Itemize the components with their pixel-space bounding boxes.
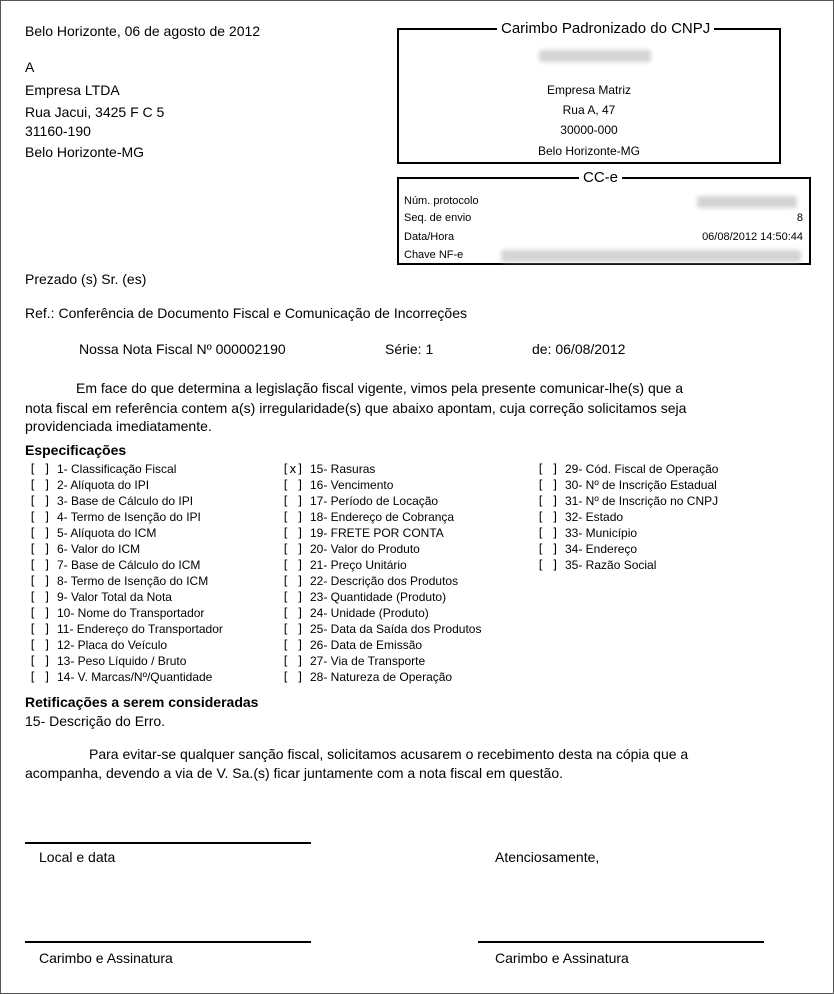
specs-column-3 xyxy=(537,461,718,573)
spec-item-14 xyxy=(29,669,223,685)
carimbo-assinatura-right: Carimbo e Assinatura xyxy=(495,950,629,966)
cnpj-number-redacted xyxy=(539,50,651,62)
spec-label: 31- Nº de Inscrição no CNPJ xyxy=(565,494,719,508)
spec-item-8 xyxy=(29,573,223,589)
spec-label: 29- Cód. Fiscal de Operação xyxy=(565,462,719,476)
spec-item-32 xyxy=(537,509,718,525)
cnpj-city: Belo Horizonte-MG xyxy=(537,144,641,158)
spec-label: 15- Rasuras xyxy=(310,462,376,476)
spec-label: 6- Valor do ICM xyxy=(57,542,141,556)
spec-checkbox: [ ] xyxy=(29,622,51,636)
cce-label-chave: Chave NF-e xyxy=(404,249,464,261)
date-line: Belo Horizonte, 06 de agosto de 2012 xyxy=(25,23,261,39)
signature-line-left xyxy=(25,941,311,943)
spec-label: 18- Endereço de Cobrança xyxy=(310,510,455,524)
spec-checkbox: [ ] xyxy=(537,542,559,556)
spec-checkbox: [ ] xyxy=(282,478,304,492)
spec-checkbox: [ ] xyxy=(282,590,304,604)
spec-label: 8- Termo de Isenção do ICM xyxy=(57,574,209,588)
spec-label: 3- Base de Cálculo do IPI xyxy=(57,494,194,508)
spec-checkbox: [ ] xyxy=(282,526,304,540)
spec-item-26 xyxy=(282,637,481,653)
spec-item-21 xyxy=(282,557,481,573)
carimbo-assinatura-left: Carimbo e Assinatura xyxy=(39,950,173,966)
spec-label: 13- Peso Líquido / Bruto xyxy=(57,654,187,668)
cce-value-datahora: 06/08/2012 14:50:44 xyxy=(702,231,803,243)
closing-line-2: acompanha, devendo a via de V. Sa.(s) ficar juntamente com a nota fiscal em questão. xyxy=(25,765,564,781)
spec-checkbox: [ ] xyxy=(282,654,304,668)
spec-item-34 xyxy=(537,541,718,557)
spec-label: 27- Via de Transporte xyxy=(310,654,426,668)
closing-line-1: Para evitar-se qualquer sanção fiscal, solicitamos acusarem o recebimento desta na cópia que a xyxy=(89,746,689,762)
specs-title: Especificações xyxy=(25,442,127,458)
spec-item-2 xyxy=(29,477,223,493)
spec-label: 28- Natureza de Operação xyxy=(310,670,453,684)
spec-checkbox: [ ] xyxy=(29,494,51,508)
recipient-city: Belo Horizonte-MG xyxy=(25,144,145,160)
spec-checkbox: [ ] xyxy=(29,654,51,668)
recipient-zip: 31160-190 xyxy=(25,123,91,139)
paragraph-line-3: providenciada imediatamente. xyxy=(25,418,212,434)
recipient-street: Rua Jacui, 3425 F C 5 xyxy=(25,104,165,120)
spec-label: 30- Nº de Inscrição Estadual xyxy=(565,478,717,492)
spec-label: 17- Período de Locação xyxy=(310,494,439,508)
spec-item-15 xyxy=(282,461,481,477)
spec-item-30 xyxy=(537,477,718,493)
spec-item-5 xyxy=(29,525,223,541)
spec-checkbox: [ ] xyxy=(282,622,304,636)
spec-checkbox: [ ] xyxy=(29,510,51,524)
spec-checkbox: [ ] xyxy=(29,670,51,684)
spec-item-9 xyxy=(29,589,223,605)
spec-checkbox: [ ] xyxy=(29,590,51,604)
spec-item-22 xyxy=(282,573,481,589)
spec-item-28 xyxy=(282,669,481,685)
spec-item-16 xyxy=(282,477,481,493)
spec-label: 4- Termo de Isenção do IPI xyxy=(57,510,201,524)
spec-label: 2- Alíquota do IPI xyxy=(57,478,150,492)
spec-item-6 xyxy=(29,541,223,557)
specs-column-1 xyxy=(29,461,223,685)
specs-column-2 xyxy=(282,461,481,685)
recipient-company: Empresa LTDA xyxy=(25,82,120,98)
spec-item-18 xyxy=(282,509,481,525)
spec-item-20 xyxy=(282,541,481,557)
spec-item-17 xyxy=(282,493,481,509)
spec-label: 20- Valor do Produto xyxy=(310,542,420,556)
spec-item-25 xyxy=(282,621,481,637)
spec-item-4 xyxy=(29,509,223,525)
spec-label: 24- Unidade (Produto) xyxy=(310,606,429,620)
spec-label: 10- Nome do Transportador xyxy=(57,606,205,620)
spec-label: 32- Estado xyxy=(565,510,624,524)
cce-label-seq: Seq. de envio xyxy=(404,212,472,224)
spec-item-11 xyxy=(29,621,223,637)
spec-checkbox: [ ] xyxy=(29,526,51,540)
cce-label-datahora: Data/Hora xyxy=(404,231,455,243)
spec-item-33 xyxy=(537,525,718,541)
spec-item-35 xyxy=(537,557,718,573)
spec-checkbox: [ ] xyxy=(282,494,304,508)
spec-item-1 xyxy=(29,461,223,477)
serie-label: Série: 1 xyxy=(385,341,434,357)
spec-item-10 xyxy=(29,605,223,621)
spec-label: 35- Razão Social xyxy=(565,558,657,572)
reference-line: Ref.: Conferência de Documento Fiscal e Comunicação de Incorreções xyxy=(25,305,467,321)
spec-item-12 xyxy=(29,637,223,653)
spec-label: 9- Valor Total da Nota xyxy=(57,590,172,604)
spec-checkbox: [ ] xyxy=(537,462,559,476)
spec-item-24 xyxy=(282,605,481,621)
spec-checkbox: [ ] xyxy=(29,558,51,572)
cnpj-street: Rua A, 47 xyxy=(562,103,616,117)
cnpj-zip: 30000-000 xyxy=(560,123,618,137)
spec-item-13 xyxy=(29,653,223,669)
spec-checkbox-checked: [x] xyxy=(282,462,304,476)
spec-label: 16- Vencimento xyxy=(310,478,394,492)
spec-checkbox: [ ] xyxy=(282,574,304,588)
spec-label: 7- Base de Cálculo do ICM xyxy=(57,558,201,572)
spec-label: 33- Município xyxy=(565,526,638,540)
spec-label: 19- FRETE POR CONTA xyxy=(310,526,444,540)
spec-checkbox: [ ] xyxy=(282,670,304,684)
spec-checkbox: [ ] xyxy=(282,558,304,572)
spec-label: 5- Alíquota do ICM xyxy=(57,526,157,540)
cce-value-seq: 8 xyxy=(796,212,803,224)
spec-label: 1- Classificação Fiscal xyxy=(57,462,177,476)
local-data-label: Local e data xyxy=(39,849,116,865)
spec-checkbox: [ ] xyxy=(282,606,304,620)
paragraph-line-2: nota fiscal em referência contem a(s) irregularidade(s) que abaixo apontam, cuja correção solicitamos seja xyxy=(25,400,687,416)
spec-checkbox: [ ] xyxy=(29,606,51,620)
cnpj-stamp-box xyxy=(397,20,781,164)
cnpj-box-title: Carimbo Padronizado do CNPJ xyxy=(497,20,714,38)
cce-label-protocolo: Núm. protocolo xyxy=(404,195,479,207)
cce-protocolo-redacted xyxy=(697,196,797,208)
spec-checkbox: [ ] xyxy=(537,558,559,572)
spec-checkbox: [ ] xyxy=(29,478,51,492)
spec-checkbox: [ ] xyxy=(282,638,304,652)
nota-fiscal-number: Nossa Nota Fiscal Nº 000002190 xyxy=(79,341,286,357)
spec-label: 25- Data da Saída dos Produtos xyxy=(310,622,482,636)
spec-item-19 xyxy=(282,525,481,541)
spec-checkbox: [ ] xyxy=(282,510,304,524)
spec-label: 12- Placa do Veículo xyxy=(57,638,168,652)
cnpj-company-name: Empresa Matriz xyxy=(546,83,632,97)
signature-line-local-data xyxy=(25,842,311,844)
atenciosamente-label: Atenciosamente, xyxy=(495,849,600,865)
retificacoes-title: Retificações a serem consideradas xyxy=(25,694,259,710)
recipient-prefix: A xyxy=(25,59,35,75)
spec-checkbox: [ ] xyxy=(282,542,304,556)
spec-checkbox: [ ] xyxy=(537,526,559,540)
paragraph-line-1: Em face do que determina a legislação fiscal vigente, vimos pela presente comunicar-lhe(s) que a xyxy=(76,380,683,396)
spec-label: 34- Endereço xyxy=(565,542,638,556)
cce-box xyxy=(397,169,811,265)
spec-item-3 xyxy=(29,493,223,509)
spec-label: 23- Quantidade (Produto) xyxy=(310,590,447,604)
spec-checkbox: [ ] xyxy=(29,542,51,556)
spec-item-7 xyxy=(29,557,223,573)
cce-chave-redacted xyxy=(501,250,801,262)
greeting: Prezado (s) Sr. (es) xyxy=(25,271,147,287)
spec-label: 21- Preço Unitário xyxy=(310,558,407,572)
spec-item-23 xyxy=(282,589,481,605)
spec-checkbox: [ ] xyxy=(537,494,559,508)
spec-item-31 xyxy=(537,493,718,509)
spec-checkbox: [ ] xyxy=(29,638,51,652)
signature-line-right xyxy=(478,941,764,943)
retificacoes-item: 15- Descrição do Erro. xyxy=(25,713,166,729)
cce-box-title: CC-e xyxy=(579,169,622,187)
spec-checkbox: [ ] xyxy=(29,462,51,476)
spec-label: 26- Data de Emissão xyxy=(310,638,423,652)
spec-item-27 xyxy=(282,653,481,669)
spec-item-29 xyxy=(537,461,718,477)
spec-checkbox: [ ] xyxy=(537,510,559,524)
spec-checkbox: [ ] xyxy=(29,574,51,588)
nota-date: de: 06/08/2012 xyxy=(532,341,626,357)
spec-checkbox: [ ] xyxy=(537,478,559,492)
spec-label: 11- Endereço do Transportador xyxy=(57,622,223,636)
spec-label: 14- V. Marcas/Nº/Quantidade xyxy=(57,670,213,684)
spec-label: 22- Descrição dos Produtos xyxy=(310,574,459,588)
